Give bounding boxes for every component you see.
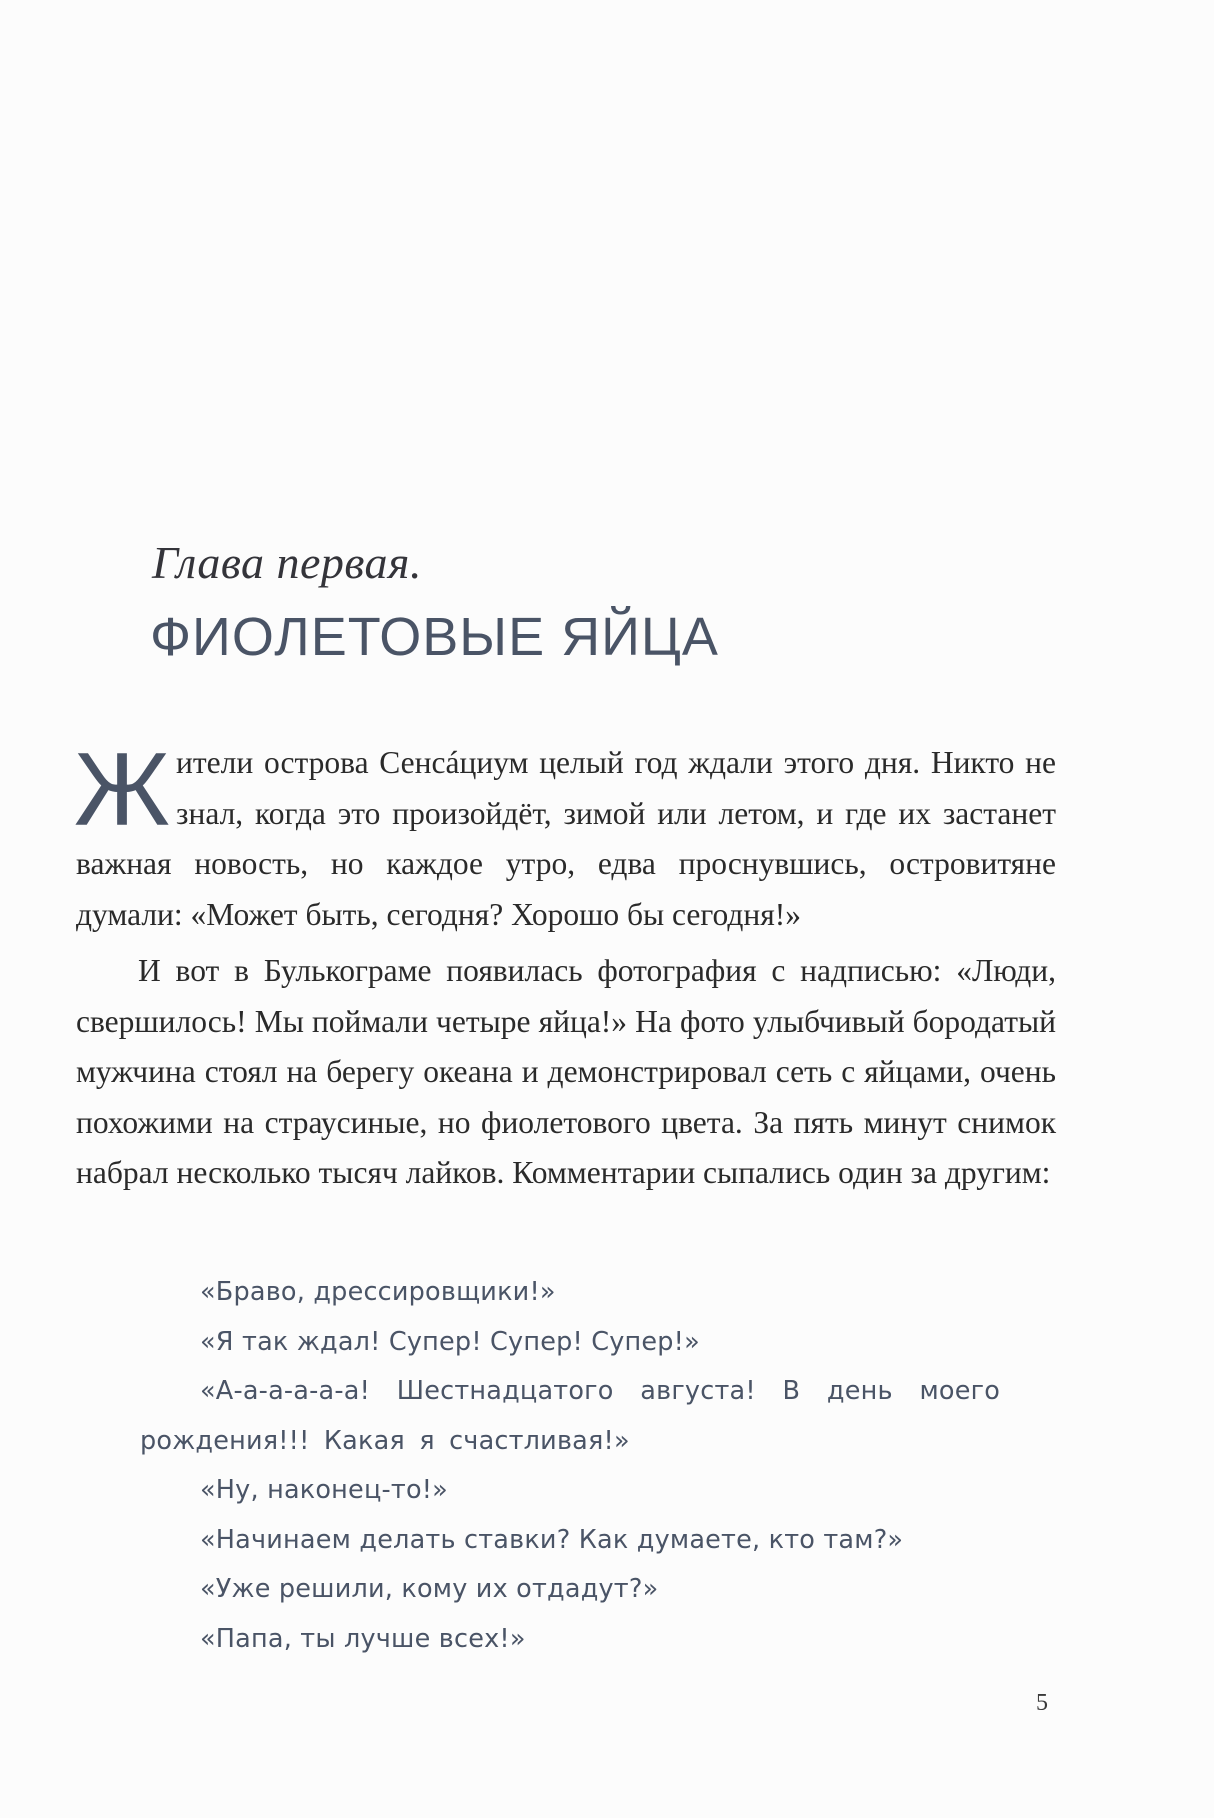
drop-cap: Ж	[74, 732, 171, 848]
chapter-label: Глава первая.	[152, 537, 422, 588]
comment-item: «Браво, дрессировщики!»	[200, 1277, 556, 1307]
comment-item: «Папа, ты лучше всех!»	[200, 1623, 526, 1654]
comment-item: «А-а-а-а-а-а! Шестнадцатого августа! В день моего рождения!!! Какая я счастливая!»	[140, 1376, 1000, 1456]
body-text	[74, 732, 1056, 1199]
paragraph-1-text: ители острова Сенсáциум целый год ждали этого дня. Никто не знал, когда это произойдёт, зимой или летом, и где их застанет важная новость, но каждое утро, едва проснувшись, островитяне думали: «Может быть, сегодня? Хорошо бы сегодня!»	[76, 745, 1056, 932]
comment-item: «Уже решили, кому их отдадут?»	[200, 1574, 659, 1604]
chapter-title: ФИОЛЕТОВЫЕ ЯЙЦА	[150, 607, 719, 667]
comments-list	[140, 1268, 1000, 1664]
comment-item: «Ну, наконец-то!»	[200, 1475, 448, 1505]
comment-item: «Начинаем делать ставки? Как думаете, кто там?»	[200, 1524, 904, 1555]
comment-item: «Я так ждал! Супер! Супер! Супер!»	[200, 1326, 700, 1357]
paragraph-2: И вот в Булькограме появилась фотография с надписью: «Люди, свершилось! Мы поймали четыре яйца!» На фото улыбчивый бородатый мужчина стоял на берегу океана и демонстрировал сеть с яйцами, очень похожими на страусиные, но фиолетового цвета. За пять минут снимок набрал несколько тысяч лайков. Комментарии сыпались один за другим:	[76, 953, 1056, 1190]
page-number: 5	[1036, 1690, 1048, 1716]
paragraph-1	[74, 732, 1056, 940]
